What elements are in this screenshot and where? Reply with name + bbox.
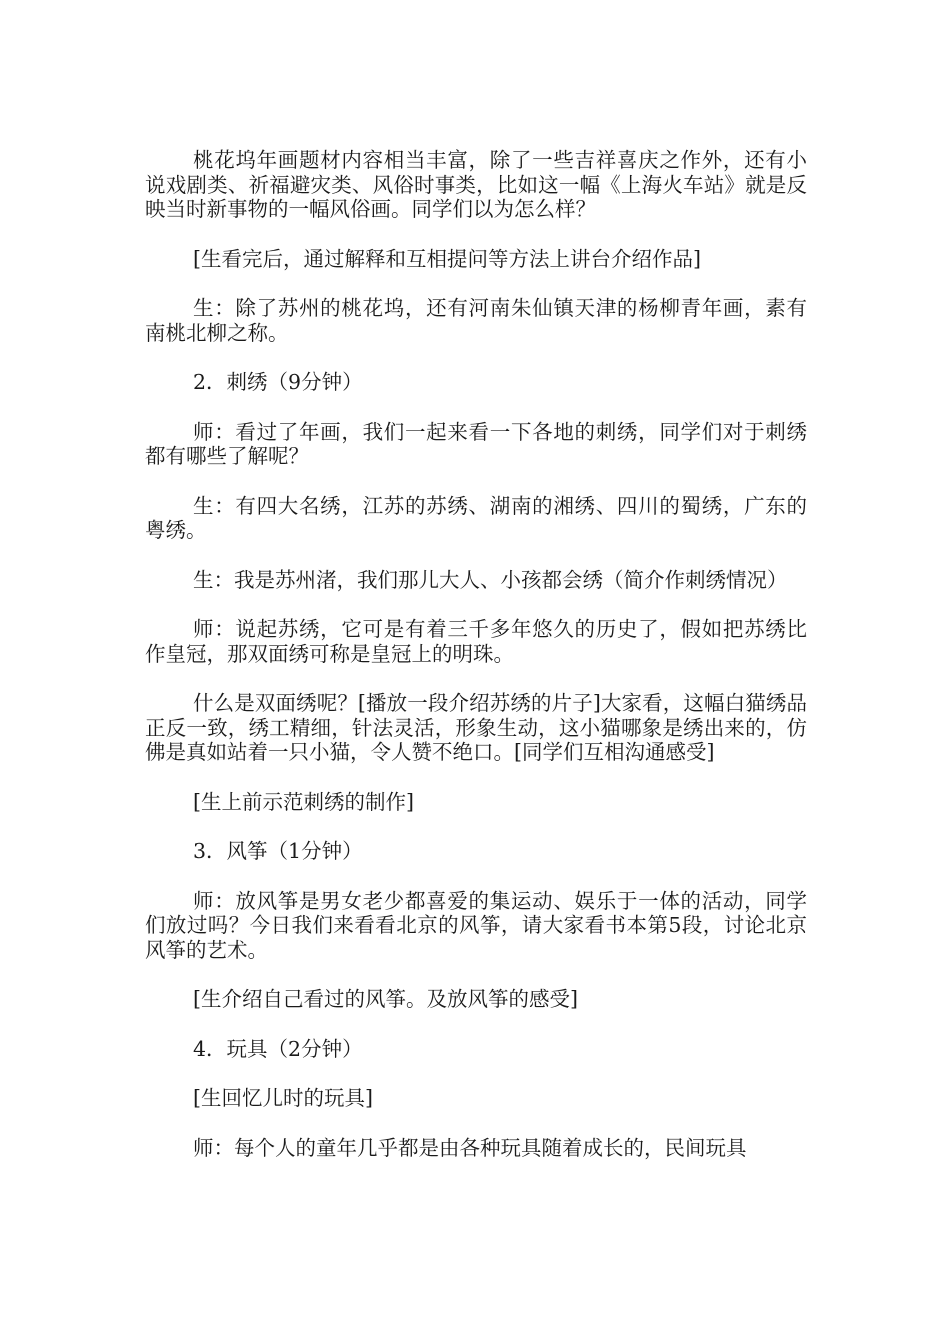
paragraph-nianhua-intro: 桃花坞年画题材内容相当丰富，除了一些吉祥喜庆之作外，还有小说戏剧类、祈福避灾类、风俗时事类，比如这一幅《上海火车站》就是反映当时新事物的一幅风俗画。同学们以为怎么样？ [145,148,807,221]
paragraph-student-activity: [生介绍自己看过的风筝。及放风筝的感受] [193,987,578,1011]
section-heading-toys: 4．玩具（2分钟） [193,1036,363,1061]
paragraph-student-answer: 生：除了苏州的桃花坞，还有河南朱仙镇天津的杨柳青年画，素有南桃北柳之称。 [145,296,807,345]
paragraph-student-activity: [生看完后，通过解释和互相提问等方法上讲台介绍作品] [193,246,701,271]
paragraph-double-sided-embroidery: 什么是双面绣呢？[播放一段介绍苏绣的片子]大家看，这幅白猫绣品正反一致，绣工精细，针法灵活，形象生动，这小猫哪象是绣出来的，仿佛是真如站着一只小猫，令人赞不绝口。[同学们互相沟通感受] [145,691,807,764]
section-heading-embroidery: 2．刺绣（9分钟） [193,370,363,394]
paragraph-student-activity: [生回忆儿时的玩具] [193,1086,373,1110]
paragraph-teacher-toys: 师：每个人的童年几乎都是由各种玩具随着成长的，民间玩具 [193,1135,747,1160]
paragraph-student-answer: 生：我是苏州渚，我们那儿大人、小孩都会绣（简介作刺绣情况） [193,567,788,592]
paragraph-teacher-question: 师：看过了年画，我们一起来看一下各地的刺绣，同学们对于刺绣都有哪些了解呢？ [145,419,807,468]
section-heading-kite: 3．风筝（1分钟） [193,839,363,863]
paragraph-student-answer: 生：有四大名绣，江苏的苏绣、湖南的湘绣、四川的蜀绣，广东的粤绣。 [145,493,807,542]
paragraph-student-activity: [生上前示范刺绣的制作] [193,789,414,814]
document-body [145,148,807,1185]
paragraph-teacher-kite: 师：放风筝是男女老少都喜爱的集运动、娱乐于一体的活动，同学们放过吗？今日我们来看看北京的风筝，请大家看书本第5段，讨论北京风筝的艺术。 [145,888,807,962]
paragraph-teacher-explanation: 师：说起苏绣，它可是有着三千多年悠久的历史了，假如把苏绣比作皇冠，那双面绣可称是皇冠上的明珠。 [145,617,807,666]
